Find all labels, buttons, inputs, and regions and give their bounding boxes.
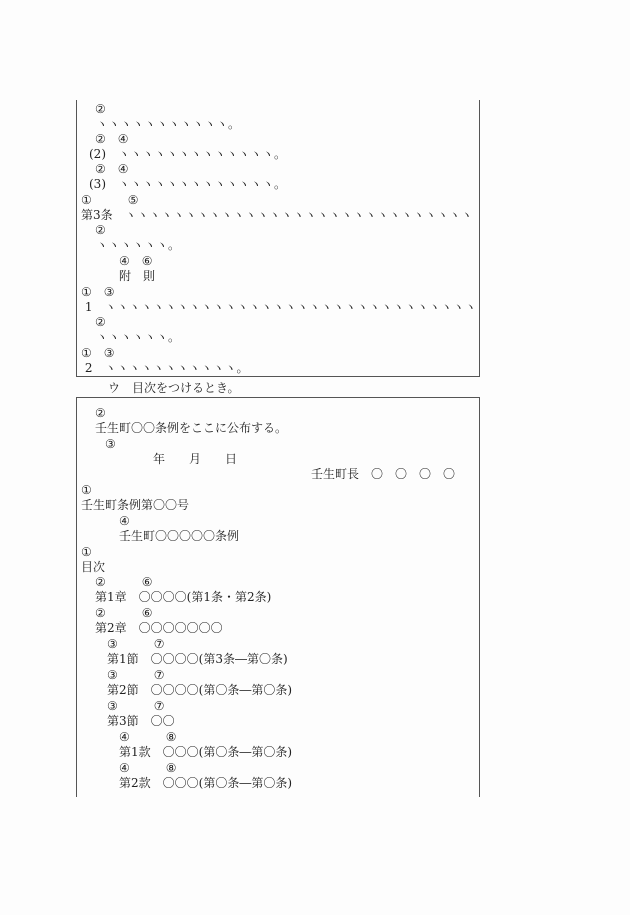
document-line: ①	[81, 545, 92, 559]
example-box-table-of-contents	[76, 397, 480, 797]
document-line: 壬生町〇〇条例をここに公布する。	[95, 421, 288, 435]
document-line: ヽヽヽヽヽヽ。	[96, 238, 181, 252]
document-line: 年 月 日	[153, 452, 238, 466]
document-line: 附 則	[119, 269, 156, 283]
document-line: 壬生町長 〇 〇 〇 〇	[311, 467, 456, 481]
example-box-ordinance-articles	[76, 100, 480, 377]
document-line: ②	[95, 223, 106, 237]
document-line: ① ③	[81, 346, 115, 360]
document-line: ① ⑤	[81, 193, 139, 207]
document-line: ②	[95, 315, 106, 329]
document-line: ヽヽヽヽヽヽヽヽヽヽヽ。	[96, 117, 241, 131]
document-line: ② ④	[95, 162, 129, 176]
document-line: 2 ヽヽヽヽヽヽヽヽヽヽヽ。	[81, 361, 249, 375]
document-line: 第1節 〇〇〇〇(第3条―第〇条)	[107, 652, 288, 666]
document-line: ③	[105, 437, 116, 451]
document-line: 第1章 〇〇〇〇(第1条・第2条)	[95, 590, 272, 604]
document-line: ①	[81, 483, 92, 497]
document-line: ③ ⑦	[107, 637, 165, 651]
document-line: ① ③	[81, 285, 115, 299]
document-line: ③ ⑦	[107, 668, 165, 682]
document-line: 第2節 〇〇〇〇(第〇条―第〇条)	[107, 683, 292, 697]
document-line: ④	[119, 514, 130, 528]
document-line: ② ⑥	[95, 606, 153, 620]
document-line: 第2款 〇〇〇(第〇条―第〇条)	[119, 776, 292, 790]
document-line: ④ ⑥	[119, 254, 153, 268]
document-line: 第1款 〇〇〇(第〇条―第〇条)	[119, 745, 292, 759]
document-line: 目次	[81, 560, 106, 574]
document-line: ② ④	[95, 132, 129, 146]
document-line: ② ⑥	[95, 575, 153, 589]
document-line: 壬生町〇〇〇〇〇条例	[119, 529, 240, 543]
document-line: 第2章 〇〇〇〇〇〇〇	[95, 621, 223, 635]
document-line: 1 ヽヽヽヽヽヽヽヽヽヽヽヽヽヽヽヽヽヽヽヽヽヽヽヽヽヽヽヽヽヽヽ	[81, 300, 477, 314]
section-caption-table-of-contents: ウ 目次をつけるとき。	[108, 381, 240, 395]
document-line: ②	[95, 406, 106, 420]
document-line: ④ ⑧	[119, 761, 177, 775]
document-line: (2) ヽヽヽヽヽヽヽヽヽヽヽヽヽ。	[89, 147, 286, 161]
document-line: 壬生町条例第〇〇号	[81, 498, 190, 512]
document-line: 第3節 〇〇	[107, 714, 175, 728]
document-line: (3) ヽヽヽヽヽヽヽヽヽヽヽヽヽ。	[89, 177, 286, 191]
document-line: ③ ⑦	[107, 699, 165, 713]
document-line: ヽヽヽヽヽヽ。	[96, 330, 181, 344]
document-line: 第3条 ヽヽヽヽヽヽヽヽヽヽヽヽヽヽヽヽヽヽヽヽヽヽヽヽヽヽヽヽヽ	[81, 208, 473, 222]
document-line: ④ ⑧	[119, 730, 177, 744]
document-line: ②	[95, 102, 106, 116]
